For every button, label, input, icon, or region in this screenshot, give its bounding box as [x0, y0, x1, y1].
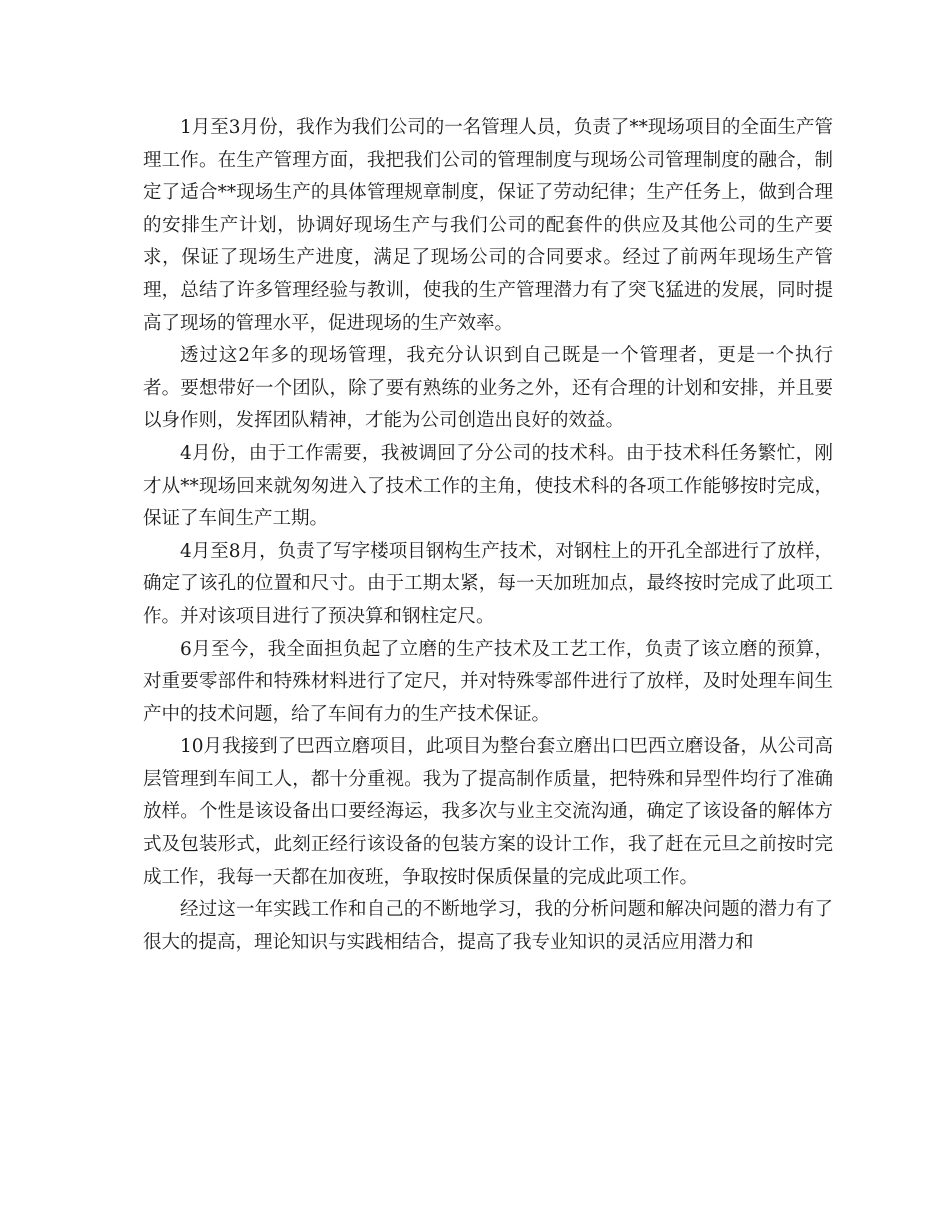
paragraph-3: 4月份，由于工作需要，我被调回了分公司的技术科。由于技术科任务繁忙，刚才从**现场回来就匆匆进入了技术工作的主角，使技术科的各项工作能够按时完成，保证了车间生产工期。 — [143, 442, 833, 530]
document-body — [143, 112, 833, 959]
paragraph-2: 透过这2年多的现场管理，我充分认识到自己既是一个管理者，更是一个执行者。要想带好一个团队，除了要有熟练的业务之外，还有合理的计划和安排，并且要以身作则，发挥团队精神，才能为公司创造出良好的效益。 — [143, 345, 833, 432]
paragraph-4: 4月至8月，负责了写字楼项目钢构生产技术，对钢柱上的开孔全部进行了放样，确定了该孔的位置和尺寸。由于工期太紧，每一天加班加点，最终按时完成了此项工作。并对该项目进行了预决算和钢柱定尺。 — [143, 540, 833, 627]
paragraph-7: 经过这一年实践工作和自己的不断地学习，我的分析问题和解决问题的潜力有了很大的提高，理论知识与实践相结合，提高了我专业知识的灵活应用潜力和 — [143, 899, 833, 953]
paragraph-5: 6月至今，我全面担负起了立磨的生产技术及工艺工作，负责了该立磨的预算，对重要零部件和特殊材料进行了定尺，并对特殊零部件进行了放样，及时处理车间生产中的技术问题，给了车间有力的生产技术保证。 — [143, 638, 833, 725]
paragraph-6: 10月我接到了巴西立磨项目，此项目为整台套立磨出口巴西立磨设备，从公司高层管理到车间工人，都十分重视。我为了提高制作质量，把特殊和异型件均行了准确放样。个性是该设备出口要经海运，我多次与业主交流沟通，确定了该设备的解体方式及包装形式，此刻正经行该设备的包装方案的设计工作，我了赶在元旦之前按时完成工作，我每一天都在加夜班，争取按时保质保量的完成此项工作。 — [143, 736, 833, 888]
paragraph-1: 1月至3月份，我作为我们公司的一名管理人员，负责了**现场项目的全面生产管理工作。在生产管理方面，我把我们公司的管理制度与现场公司管理制度的融合，制定了适合**现场生产的具体管理规章制度，保证了劳动纪律；生产任务上，做到合理的安排生产计划，协调好现场生产与我们公司的配套件的供应及其他公司的生产要求，保证了现场生产进度，满足了现场公司的合同要求。经过了前两年现场生产管理，总结了许多管理经验与教训，使我的生产管理潜力有了突飞猛进的发展，同时提高了现场的管理水平，促进现场的生产效率。 — [143, 117, 833, 334]
